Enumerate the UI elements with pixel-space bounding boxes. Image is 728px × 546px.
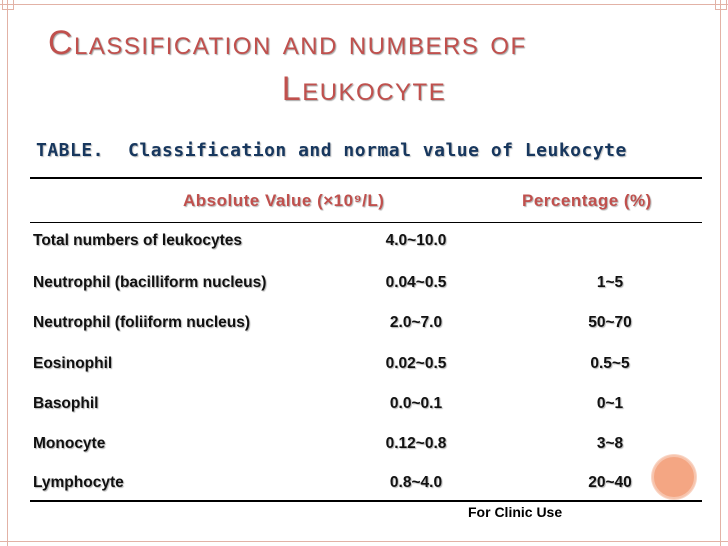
row-name: Monocyte xyxy=(33,435,106,452)
row-name: Basophil xyxy=(33,395,99,412)
table-bottom-rule xyxy=(30,500,702,502)
row-percentage: 1~5 xyxy=(596,274,624,291)
row-absolute: 0.04~0.5 xyxy=(385,274,447,291)
row-absolute: 0.12~0.8 xyxy=(385,435,447,452)
row-name: Neutrophil (foliiform nucleus) xyxy=(33,314,250,331)
row-percentage: 0~1 xyxy=(596,395,624,412)
row-name: Eosinophil xyxy=(33,355,113,372)
table-header-rule xyxy=(30,222,702,223)
row-absolute: 0.0~0.1 xyxy=(389,395,443,412)
row-percentage: 3~8 xyxy=(596,435,624,452)
row-absolute: 4.0~10.0 xyxy=(385,232,447,249)
frame-top-line xyxy=(0,4,728,5)
row-name: Neutrophil (bacilliform nucleus) xyxy=(33,274,267,291)
row-percentage: 0.5~5 xyxy=(590,355,630,372)
row-percentage: 50~70 xyxy=(588,314,632,331)
slide-title-line2: Leukocyte xyxy=(281,70,447,108)
row-name: Total numbers of leukocytes xyxy=(33,232,243,249)
header-absolute-value: Absolute Value (×10⁹/L) xyxy=(183,191,385,210)
footer-note: For Clinic Use xyxy=(468,504,563,520)
table-caption xyxy=(36,140,627,161)
frame-corner-top-left xyxy=(2,0,14,10)
frame-corner-top-right xyxy=(715,0,727,10)
slide-title-line1: Classification and numbers of xyxy=(48,24,527,62)
row-name: Lymphocyte xyxy=(33,474,124,491)
row-absolute: 0.8~4.0 xyxy=(389,474,443,491)
header-percentage: Percentage (%) xyxy=(522,191,652,210)
decorative-circle xyxy=(652,455,696,499)
table-caption-text: Classification and normal value of Leukocyte xyxy=(128,140,627,161)
row-absolute: 0.02~0.5 xyxy=(385,355,447,372)
row-percentage: 20~40 xyxy=(588,474,632,491)
frame-bottom-line xyxy=(0,541,728,542)
table-caption-label: TABLE. xyxy=(36,140,105,161)
row-absolute: 2.0~7.0 xyxy=(389,314,443,331)
table-top-rule xyxy=(30,177,702,179)
